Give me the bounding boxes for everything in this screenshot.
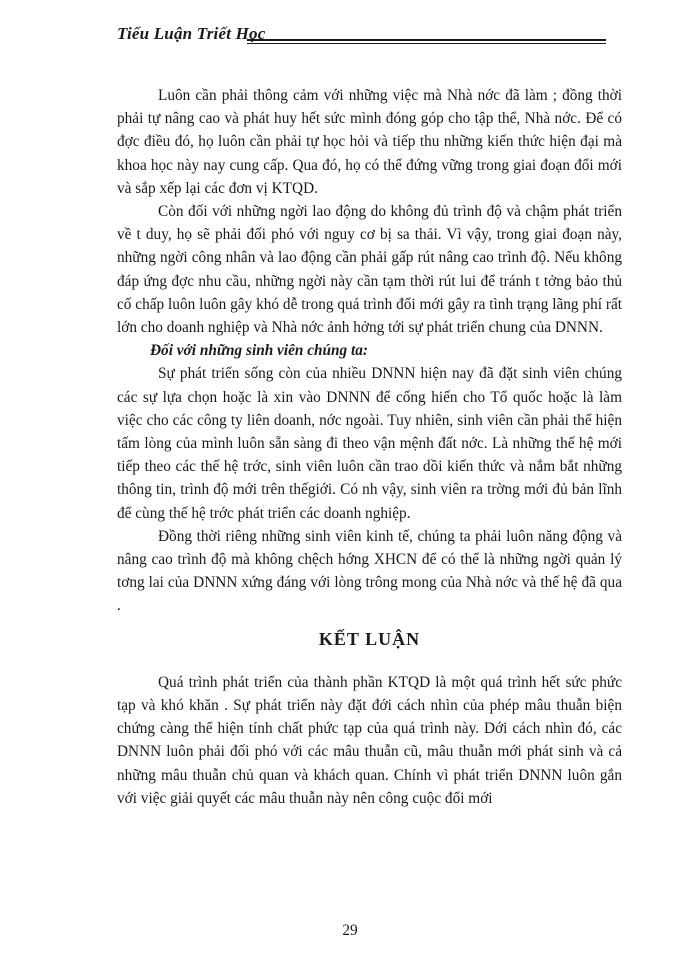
- page-header: [117, 24, 606, 48]
- page-number: 29: [342, 922, 358, 939]
- header-rule-thick: [247, 39, 606, 41]
- header-rule-thin: [247, 43, 606, 44]
- paragraph-5: Quá trình phát triển của thành phần KTQD là một quá trình hết sức phức tạp và khó khăn . Sự phát triển này đặt đới cách nhìn của phép mâu thuẫn biện chứng càng thể hiện tính chất phức tạp của quá trình này. Dới cách nhìn đó, các DNNN luôn phải đối phó với các mâu thuẫn cũ, mâu thuẫn mới phát sinh và cả những mâu thuẫn chủ quan và khách quan. Chính vì phát triển DNNN luôn gắn với việc giải quyết các mâu thuẫn này nên công cuộc đổi mới: [117, 673, 622, 807]
- section-title-conclusion: KẾT LUẬN: [318, 628, 421, 649]
- page-body: [117, 84, 622, 810]
- paragraph-4: Đồng thời riêng những sinh viên kinh tế, chúng ta phải luôn năng động và nâng cao trình độ mà không chệch hớng XHCN để có thể là những ngời quản lý tơng lai của DNNN xứng đáng với lòng trông mong của Nhà nớc và thế hệ đã qua .: [117, 527, 622, 615]
- paragraph-3: Sự phát triển sống còn của nhiều DNNN hiện nay đã đặt sinh viên chúng các sự lựa chọn hoặc là xin vào DNNN để cống hiến cho Tổ quốc hoặc là làm việc cho các công ty liên doanh, nớc ngoài. Tuy nhiên, sinh viên cần phải thể hiện tấm lòng của mình luôn sẵn sàng đi theo vận mệnh đất nớc. Là những thế hệ mới tiếp theo các thế hệ trớc, sinh viên luôn cần trao dồi kiến thức và nắm bắt những thông tin, trình độ mới trên thếgiới. Có nh vậy, sinh viên ra trờng mới đủ bản lĩnh để cùng thế hệ trớc phát triển các doanh nghiệp.: [117, 365, 622, 522]
- paragraph-2: Còn đối với những ngời lao động do không đủ trình độ và chậm phát triển về t duy, họ sẽ phải đối phó với nguy cơ bị sa thải. Vì vậy, trong giai đoạn này, những ngời công nhân và lao động cần phải gấp rút nâng cao trình độ. Nếu không đáp ứng đợc nhu cầu, những ngời này cần tạm thời rút lui để tránh t tởng bảo thủ cố chấp luôn luôn gây khó dễ trong quá trình đổi mới gây ra tình trạng lãng phí rất lớn cho doanh nghiệp và Nhà nớc ảnh hởng tới sự phát triển chung của DNNN.: [117, 203, 622, 337]
- section-subheading: Đối với những sinh viên chúng ta:: [150, 342, 368, 360]
- paragraph-1: Luôn cần phải thông cảm với những việc mà Nhà nớc đã làm ; đồng thời phải tự nâng cao và phát huy hết sức mình đóng góp cho tập thể, Nhà nớc. Để có đợc điều đó, họ luôn cần phải tự học hỏi và tiếp thu những kiến thức hiện đại mà khoa học này nay cung cấp. Qua đó, họ có thể đứng vững trong giai đoạn đổi mới và sắp xếp lại các đơn vị KTQD.: [117, 87, 622, 197]
- header-title: Tiểu Luận Triết Học: [117, 24, 266, 43]
